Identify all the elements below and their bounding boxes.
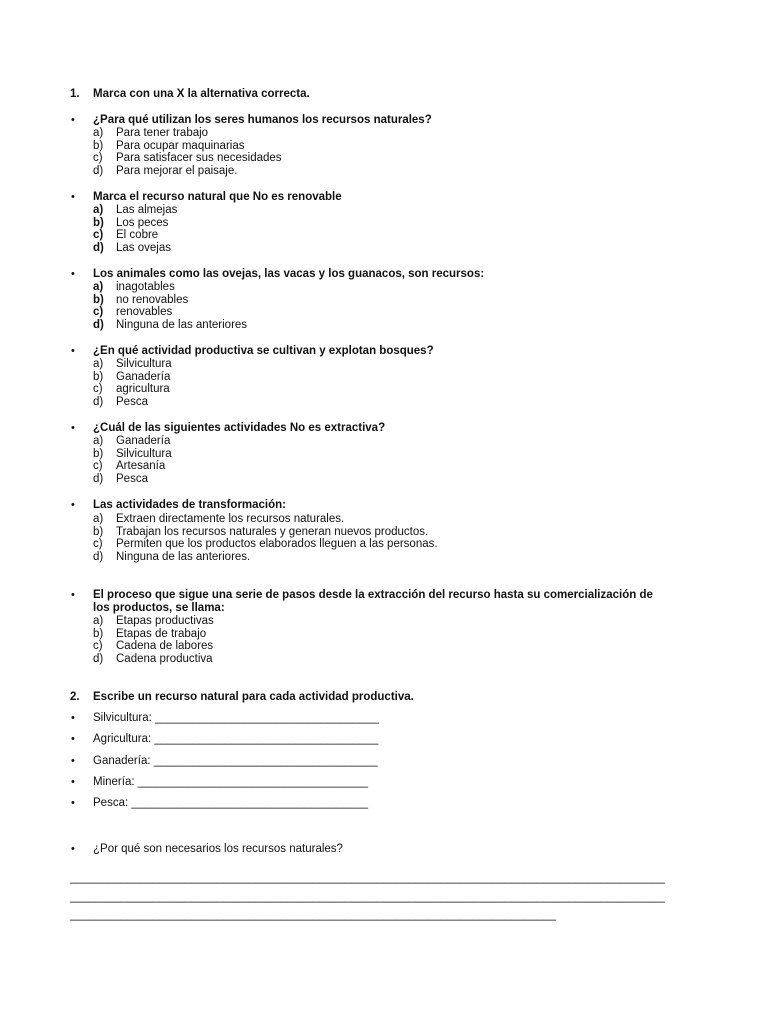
question-text: ¿Para qué utilizan los seres humanos los recursos naturales? [93, 114, 432, 126]
question-text: ¿Cuál de las siguientes actividades No es extractiva? [93, 422, 386, 434]
fill-in-pesca[interactable]: Pesca: _____________________________________ [93, 797, 368, 809]
question-text: Marca el recurso natural que No es renovable [93, 191, 342, 203]
bullet: • [71, 268, 75, 280]
question-text: El proceso que sigue una serie de pasos desde la extracción del recurso hasta su comercialización de [93, 589, 653, 601]
bullet: • [71, 843, 75, 855]
question-text: ¿En qué actividad productiva se cultivan y explotan bosques? [93, 345, 434, 357]
answer-line[interactable]: ____________________________________________________________________________ [70, 909, 557, 921]
answer-line[interactable]: _____________________________________________________________________________________________ [70, 891, 665, 903]
bullet: • [71, 712, 75, 724]
bullet: • [71, 422, 75, 434]
bullet: • [71, 776, 75, 788]
section-number: 1. [70, 88, 80, 100]
bullet: • [71, 589, 75, 601]
question-text: Los animales como las ovejas, las vacas y los guanacos, son recursos: [93, 268, 485, 280]
bullet: • [71, 755, 75, 767]
fill-in-ganaderia[interactable]: Ganadería: ___________________________________ [93, 755, 378, 767]
bullet: • [71, 114, 75, 126]
fill-in-silvicultura[interactable]: Silvicultura: ___________________________________ [93, 712, 379, 724]
answer-line[interactable]: _____________________________________________________________________________________________ [70, 872, 665, 884]
fill-in-mineria[interactable]: Minería: ____________________________________ [93, 776, 368, 788]
bullet: • [71, 797, 75, 809]
fill-in-agricultura[interactable]: Agricultura: ___________________________________ [93, 733, 379, 745]
question-text: Las actividades de transformación: [93, 499, 287, 511]
bullet: • [71, 499, 75, 511]
section-title: Escribe un recurso natural para cada actividad productiva. [93, 691, 414, 703]
section-number: 2. [70, 691, 80, 703]
worksheet-page: 1. Marca con una X la alternativa correcta. • ¿Para qué utilizan los seres humanos los recursos naturales? a) Para tener trabajo b) Para ocupar maquinarias c) Para satisfacer sus necesidades d) Para mejorar el paisaje. • Marca el recurso natural que No es renovable a) Las almejas b) Los peces c) El cobre d) Las ovejas • Los animales como las ovejas, las vacas y los guanacos, son recursos: a) inagotables b) no renovables c) renovables d) Ninguna de las anteriores • ¿En qué actividad productiva se cultivan y explotan bosques? a) Silvicultura b) Ganadería c) agricultura d) Pesca • ¿Cuál de las siguientes actividades No es extractiva? a) Ganadería b) Silvicultura c) Artesanía d) Pesca • Las actividades de transformación: a) Extraen directamente los recursos naturales. b) Trabajan los recursos naturales y generan nuevos productos. c) Permiten que los productos elaborados lleguen a las personas. d) Ninguna de las anteriores. • El proceso que sigue una serie de pasos desde la extracción del recurso hasta su comercialización de los productos, se llama: a) Etapas productivas b) Etapas de trabajo c) Cadena de labores d) Cadena productiva 2. Escribe un recurso natural para cada actividad productiva. • Silvicultura: ___________________________________ • Agricultura: ___________________________________ • Ganadería: ___________________________________ • Minería: ____________________________________ • Pesca: _____________________________________ • ¿Por qué son necesarios los recursos naturales? _____________________________________________________________________________________________ _____________________________________________________________________________________________ ____________________________________________________________________________ [70, 88, 665, 921]
bullet: • [71, 191, 75, 203]
section-title: Marca con una X la alternativa correcta. [93, 88, 310, 100]
bullet: • [71, 345, 75, 357]
question-text-continued: los productos, se llama: [93, 602, 225, 614]
bullet: • [71, 733, 75, 745]
open-question: ¿Por qué son necesarios los recursos naturales? [93, 843, 343, 855]
